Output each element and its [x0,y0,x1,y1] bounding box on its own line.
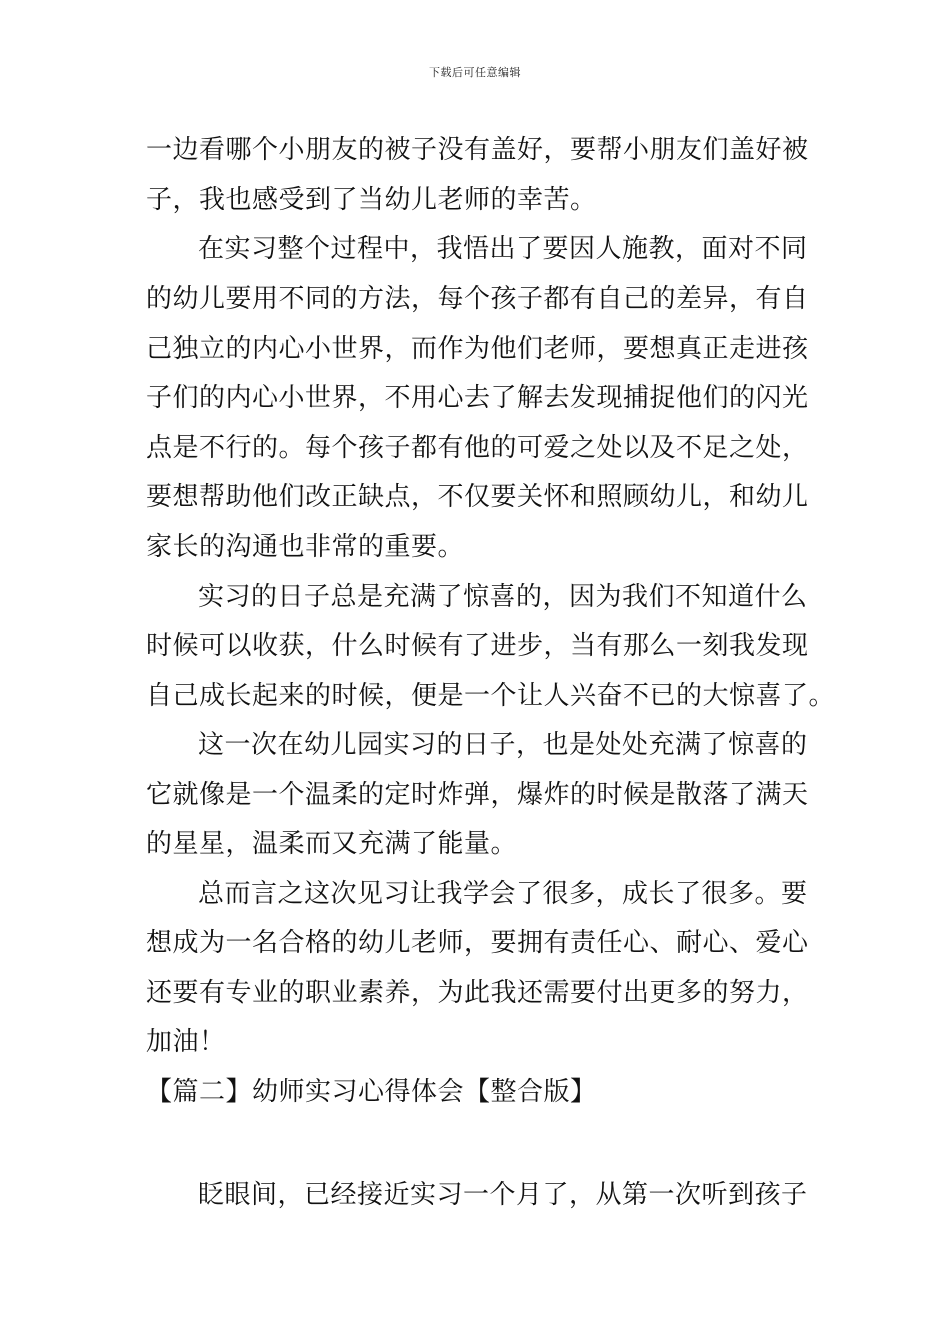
paragraph-start-line: 眨眼间，已经接近实习一个月了，从第一次听到孩子 [198,1180,808,1210]
body-line: 它就像是一个温柔的定时炸弹，爆炸的时候是散落了满天 [146,780,809,810]
body-line: 子，我也感受到了当幼儿老师的幸苦。 [146,185,597,215]
body-line: 一边看哪个小朋友的被子没有盖好，要帮小朋友们盖好被 [146,135,809,165]
paragraph-start-line: 总而言之这次见习让我学会了很多，成长了很多。要 [198,879,808,909]
body-line: 的星星，温柔而又充满了能量。 [146,829,518,859]
page-header: 下载后可任意编辑 [429,66,521,79]
body-line: 加油！ [146,1027,226,1057]
section-title: 【篇二】幼师实习心得体会【整合版】 [146,1077,597,1107]
body-line: 想成为一名合格的幼儿老师，要拥有责任心、耐心、爱心 [146,928,809,958]
body-line: 时候可以收获，什么时候有了进步，当有那么一刻我发现 [146,631,809,661]
body-line: 还要有专业的职业素养，为此我还需要付出更多的努力， [146,978,809,1008]
paragraph-start-line: 实习的日子总是充满了惊喜的，因为我们不知道什么 [198,582,808,612]
body-line: 己独立的内心小世界，而作为他们老师，要想真正走进孩 [146,334,809,364]
body-line: 点是不行的。每个孩子都有他的可爱之处以及不足之处， [146,433,809,463]
body-line: 家长的沟通也非常的重要。 [146,532,465,562]
body-line: 自己成长起来的时候，便是一个让人兴奋不已的大惊喜了。 [146,681,836,711]
body-line: 子们的内心小世界，不用心去了解去发现捕捉他们的闪光 [146,383,809,413]
body-line: 的幼儿要用不同的方法，每个孩子都有自己的差异，有自 [146,284,809,314]
paragraph-start-line: 这一次在幼儿园实习的日子，也是处处充满了惊喜的 [198,730,808,760]
body-line: 要想帮助他们改正缺点，不仅要关怀和照顾幼儿，和幼儿 [146,482,809,512]
paragraph-start-line: 在实习整个过程中，我悟出了要因人施教，面对不同 [198,234,808,264]
